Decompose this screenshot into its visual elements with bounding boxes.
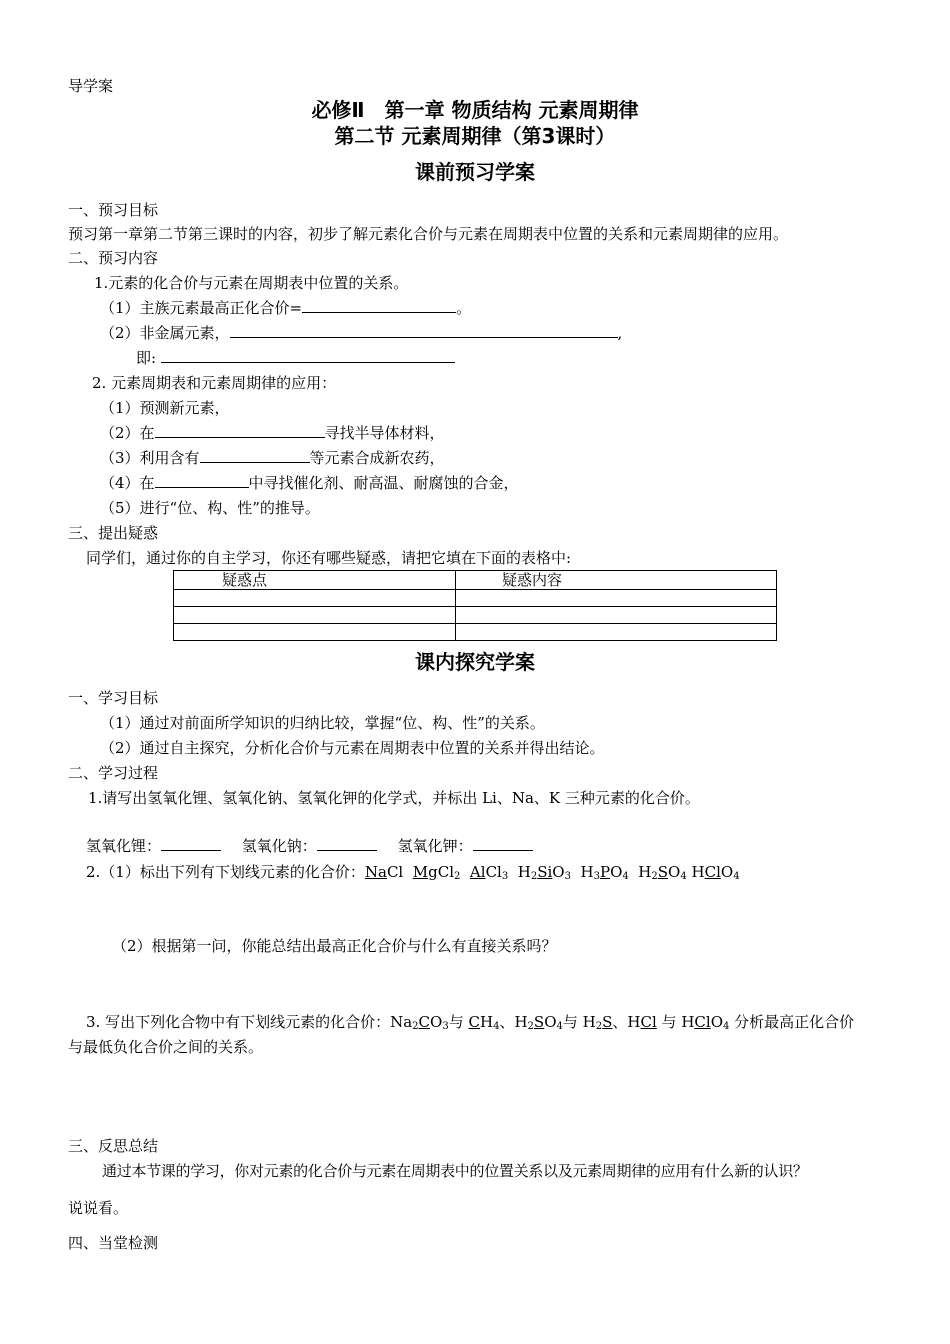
title-main: 必修Ⅱ 第一章 物质结构 元素周期律 [311, 98, 639, 122]
blank-field[interactable] [317, 836, 377, 851]
section-preview-goal: 一、预习目标 [68, 201, 159, 219]
question-3 [86, 1012, 854, 1032]
item-2b-end: 寻找半导体材料， [324, 424, 445, 442]
goal-2: （2）通过自主探究，分析化合价与元素在周期表中位置的关系并得出结论。 [100, 739, 605, 757]
item-1c-label: 即: [136, 349, 157, 367]
item-2b [100, 423, 445, 443]
naoh-label: 氢氧化钠： [241, 837, 317, 855]
section-reflection: 三、反思总结 [68, 1137, 159, 1155]
reflection-text-2: 说说看。 [68, 1199, 129, 1217]
blank-field[interactable] [161, 836, 221, 851]
item-2d [100, 473, 519, 493]
section-questions: 三、提出疑惑 [68, 524, 159, 542]
item-2b-label: （2）在 [100, 424, 155, 442]
question-3-text-end: 分析最高正化合价 [734, 1013, 855, 1031]
table-header-content: 疑惑内容 [456, 571, 777, 590]
blank-field[interactable] [200, 448, 310, 463]
table-cell[interactable] [456, 590, 777, 607]
item-2c [100, 448, 445, 468]
section-learn-goal: 一、学习目标 [68, 689, 159, 707]
question-1-answers [86, 836, 533, 856]
item-2c-end: 等元素合成新农药， [309, 449, 445, 467]
heading-preview: 课前预习学案 [415, 160, 535, 184]
question-1: 1.请写出氢氧化锂、氢氧化钠、氢氧化钾的化学式，并标出 Li、Na、K 三种元素的化合价。 [88, 789, 700, 807]
questions-intro: 同学们，通过你的自主学习，你还有哪些疑惑，请把它填在下面的表格中: [86, 549, 572, 567]
question-3-line2: 与最低负化合价之间的关系。 [68, 1038, 264, 1056]
questions-table [173, 570, 777, 641]
title-section: 第二节 元素周期律（第3课时） [334, 124, 616, 148]
table-cell[interactable] [174, 590, 456, 607]
item-2d-end: 中寻找催化剂、耐高温、耐腐蚀的合金， [248, 474, 519, 492]
table-cell[interactable] [174, 607, 456, 624]
preview-goal-text: 预习第一章第二节第三课时的内容，初步了解元素化合价与元素在周期表中位置的关系和元素周期律的应用。 [68, 225, 789, 243]
doc-header: 导学案 [68, 77, 114, 95]
blank-field[interactable] [230, 323, 618, 338]
table-row [174, 624, 777, 641]
item-1a [100, 298, 471, 318]
formula-list: NaCl MgCl$_2$ AlCl$_3$ $H_2SiO_3$ $H_3PO_4$ $H_2SO_4$ HClO$_4$ [364, 863, 740, 882]
table-cell[interactable] [174, 624, 456, 641]
section-preview-content: 二、预习内容 [68, 249, 159, 267]
blank-field[interactable] [473, 836, 533, 851]
table-header-point: 疑惑点 [174, 571, 456, 590]
table-row [174, 590, 777, 607]
table-cell[interactable] [456, 624, 777, 641]
reflection-text: 通过本节课的学习，你对元素的化合价与元素在周期表中的位置关系以及元素周期律的应用有什么新的认识？ [102, 1162, 808, 1180]
blank-field[interactable] [302, 298, 456, 313]
lioh-label: 氢氧化锂： [86, 837, 162, 855]
question-2b: （2）根据第一问，你能总结出最高正化合价与什么有直接关系吗？ [112, 937, 557, 955]
item-1b-end: , [617, 324, 623, 342]
heading-inclass: 课内探究学案 [415, 650, 535, 674]
item-1b-label: （2）非金属元素， [100, 324, 230, 342]
blank-field[interactable] [155, 473, 249, 488]
formula-list: $Na_2CO_3$与 $CH_4$、$H_2SO_4$与 $H_2S$、HCl 与 HClO$_4$ [390, 1013, 730, 1032]
item-2d-label: （4）在 [100, 474, 155, 492]
koh-label: 氢氧化钾： [397, 837, 473, 855]
item-2a: （1）预测新元素， [100, 399, 230, 417]
blank-field[interactable] [155, 423, 325, 438]
item-2c-label: （3）利用含有 [100, 449, 200, 467]
goal-1: （1）通过对前面所学知识的归纳比较，掌握“位、构、性”的关系。 [100, 714, 545, 732]
table-row [174, 607, 777, 624]
item-1: 1.元素的化合价与元素在周期表中位置的关系。 [94, 274, 409, 292]
table-header-row [174, 571, 777, 590]
question-3-text: 3. 写出下列化合物中有下划线元素的化合价： [86, 1013, 391, 1031]
table-cell[interactable] [456, 607, 777, 624]
item-1c [136, 348, 455, 368]
question-2a [86, 862, 740, 882]
item-2: 2. 元素周期表和元素周期律的应用： [92, 374, 337, 392]
item-1a-end: 。 [456, 299, 472, 317]
item-1a-label: （1）主族元素最高正化合价= [100, 299, 303, 317]
blank-field[interactable] [161, 348, 455, 363]
section-process: 二、学习过程 [68, 764, 159, 782]
item-1b [100, 323, 622, 343]
section-test: 四、当堂检测 [68, 1234, 159, 1252]
item-2e: （5）进行“位、构、性”的推导。 [100, 499, 320, 517]
question-2a-text: 2.（1）标出下列有下划线元素的化合价： [86, 863, 365, 881]
